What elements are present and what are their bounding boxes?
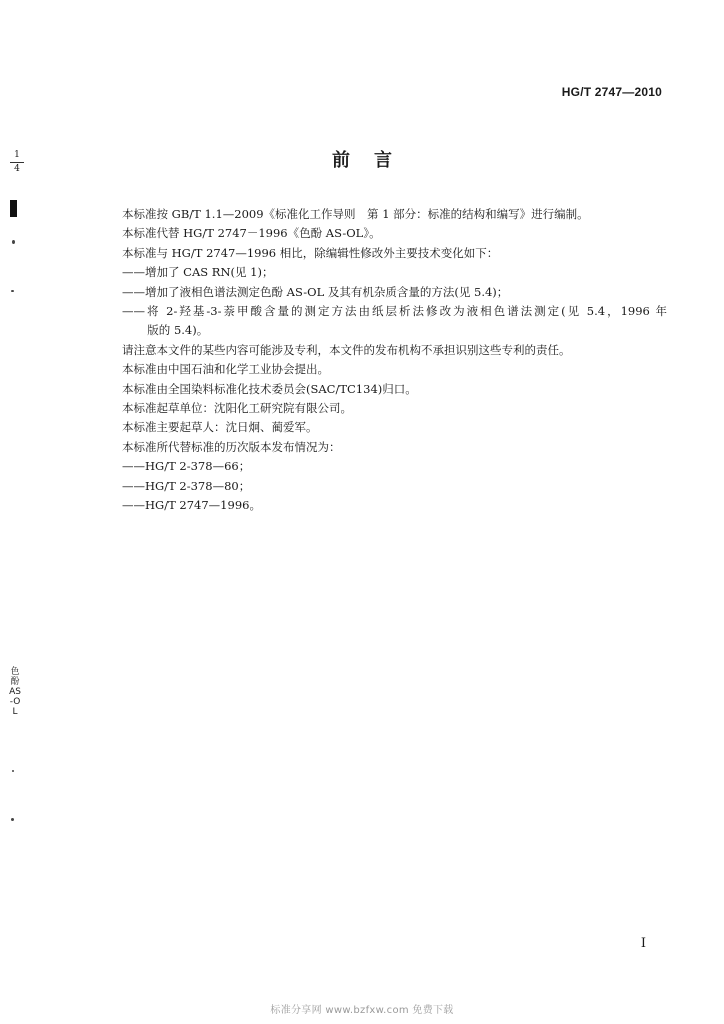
margin-fraction-top: 1 bbox=[14, 150, 20, 160]
standard-number: HG/T 2747—2010 bbox=[561, 85, 662, 99]
paragraph: 本标准与 HG/T 2747—1996 相比，除编辑性修改外主要技术变化如下： bbox=[122, 245, 499, 260]
scan-speck bbox=[11, 290, 14, 292]
paragraph: 本标准主要起草人：沈日炯、蔺爱军。 bbox=[122, 420, 318, 435]
fraction-bar bbox=[10, 162, 24, 163]
list-item: ——HG/T 2-378—80； bbox=[122, 478, 251, 493]
page-number: I bbox=[640, 936, 646, 951]
list-item: ——HG/T 2747—1996。 bbox=[122, 498, 261, 513]
paragraph: 本标准所代替标准的历次版本发布情况为： bbox=[122, 439, 341, 454]
scan-speck bbox=[12, 240, 15, 244]
scan-speck bbox=[11, 818, 14, 821]
paragraph: 本标准由中国石油和化学工业协会提出。 bbox=[122, 362, 329, 377]
list-item: ——将 2-羟基-3-萘甲酸含量的测定方法由纸层析法修改为液相色谱法测定(见 5.4，1996 年 bbox=[122, 304, 667, 319]
margin-mark bbox=[10, 200, 17, 217]
scan-speck bbox=[12, 770, 14, 772]
footer-watermark: 标准分享网 www.bzfxw.com 免费下载 bbox=[270, 1005, 454, 1016]
margin-fraction bbox=[10, 150, 24, 175]
paragraph: 本标准起草单位：沈阳化工研究院有限公司。 bbox=[122, 401, 352, 416]
paragraph: 本标准代替 HG/T 2747－1996《色酚 AS-OL》。 bbox=[122, 226, 381, 241]
margin-vertical-label: 色酚AS-OL bbox=[9, 667, 21, 717]
list-item-continuation: 版的 5.4)。 bbox=[147, 323, 209, 338]
list-item: ——增加了 CAS RN(见 1)； bbox=[122, 265, 274, 280]
preface-body bbox=[122, 205, 667, 516]
margin-fraction-bottom: 4 bbox=[14, 164, 20, 174]
paragraph: 请注意本文件的某些内容可能涉及专利，本文件的发布机构不承担识别这些专利的责任。 bbox=[122, 342, 571, 357]
page-title: 前言 bbox=[332, 150, 416, 171]
list-item: ——增加了液相色谱法测定色酚 AS-OL 及其有机杂质含量的方法(见 5.4)； bbox=[122, 284, 509, 299]
paragraph: 本标准按 GB/T 1.1—2009《标准化工作导则 第 1 部分：标准的结构和编写》进行编制。 bbox=[122, 207, 589, 221]
list-item: ——HG/T 2-378—66； bbox=[122, 459, 251, 474]
paragraph: 本标准由全国染料标准化技术委员会(SAC/TC134)归口。 bbox=[122, 381, 417, 396]
